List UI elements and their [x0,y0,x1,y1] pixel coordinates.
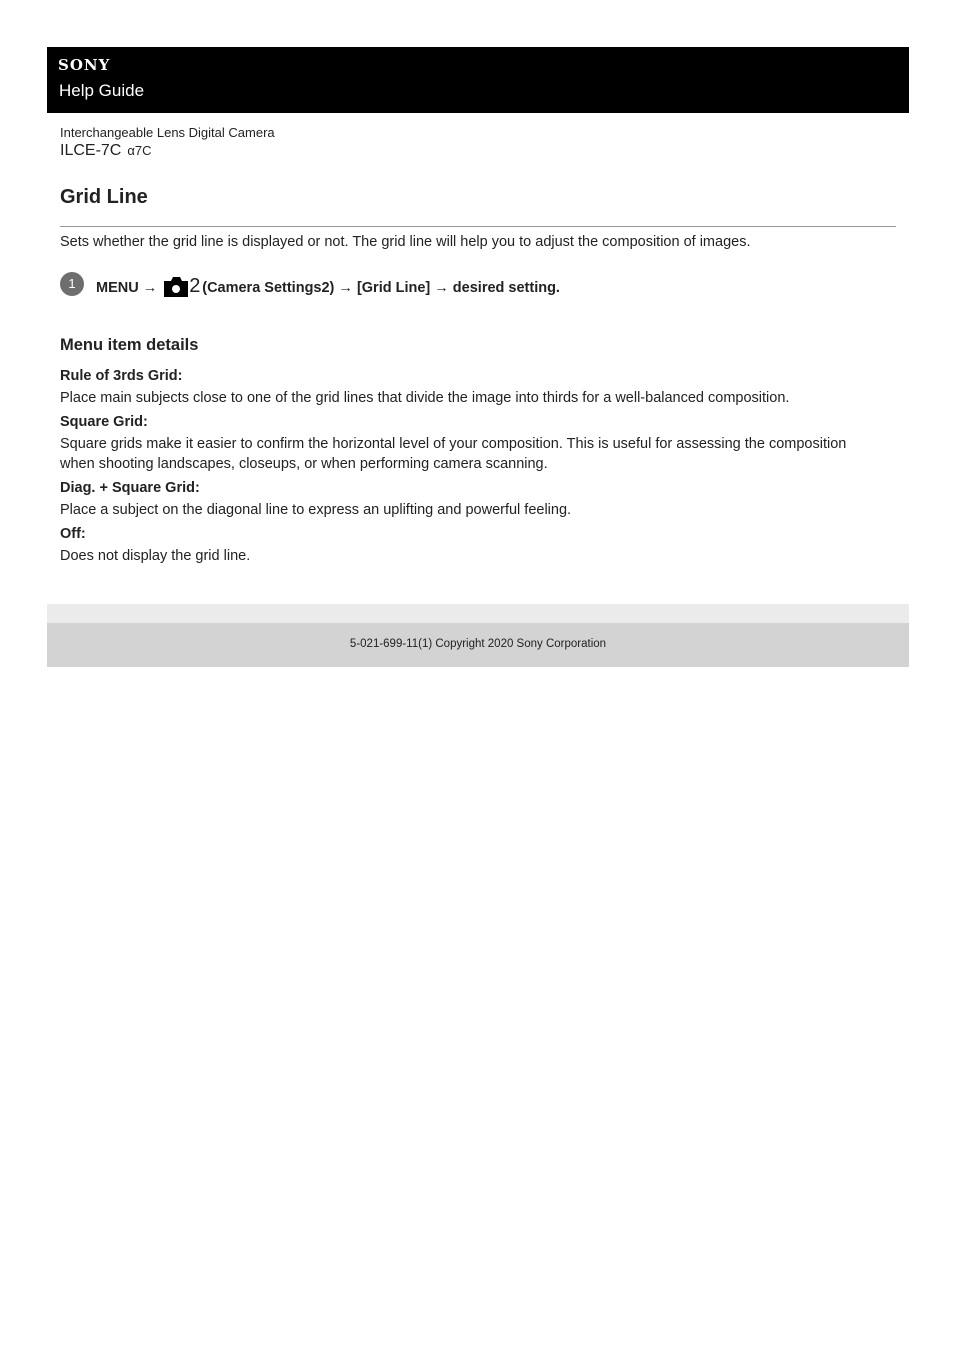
detail-description: Place main subjects close to one of the grid lines that divide the image into thirds for a well-balanced composition. [60,390,790,406]
product-type: Interchangeable Lens Digital Camera [60,125,275,140]
step-instruction [96,274,560,298]
menu-path: (Camera Settings2) → [Grid Line] → desired setting. [202,280,560,296]
header-bar [47,47,909,113]
menu-item-details-list [60,366,860,566]
model-number: ILCE-7C [60,142,122,159]
detail-term: Rule of 3rds Grid: [60,368,183,384]
detail-term: Diag. + Square Grid: [60,480,200,496]
detail-description: Square grids make it easier to confirm the horizontal level of your composition. This is useful for assessing the composition when shooting landscapes, closeups, or when performing camera scanning. [60,436,847,472]
detail-description: Does not display the grid line. [60,548,251,564]
step-number-badge: 1 [60,272,84,296]
intro-text: Sets whether the grid line is displayed or not. The grid line will help you to adjust the composition of images. [60,234,751,250]
menu-item-details-heading: Menu item details [60,336,199,354]
menu-label: MENU → [96,280,158,296]
title-divider [60,226,896,227]
model-name [60,142,152,160]
step-1 [60,270,900,298]
camera-settings-number: 2 [189,275,201,297]
footer-top-band [47,604,909,623]
footer [47,623,909,667]
detail-description: Place a subject on the diagonal line to express an uplifting and powerful feeling. [60,502,572,518]
copyright-text: 5-021-699-11(1) Copyright 2020 Sony Corporation [349,638,607,650]
help-guide-title: Help Guide [59,81,145,100]
camera-settings-icon [163,274,201,298]
detail-term: Off: [60,526,86,542]
model-alias: α7C [127,143,152,158]
page-title: Grid Line [60,186,148,208]
detail-term: Square Grid: [60,414,148,430]
sony-logo[interactable]: SONY [58,56,111,74]
